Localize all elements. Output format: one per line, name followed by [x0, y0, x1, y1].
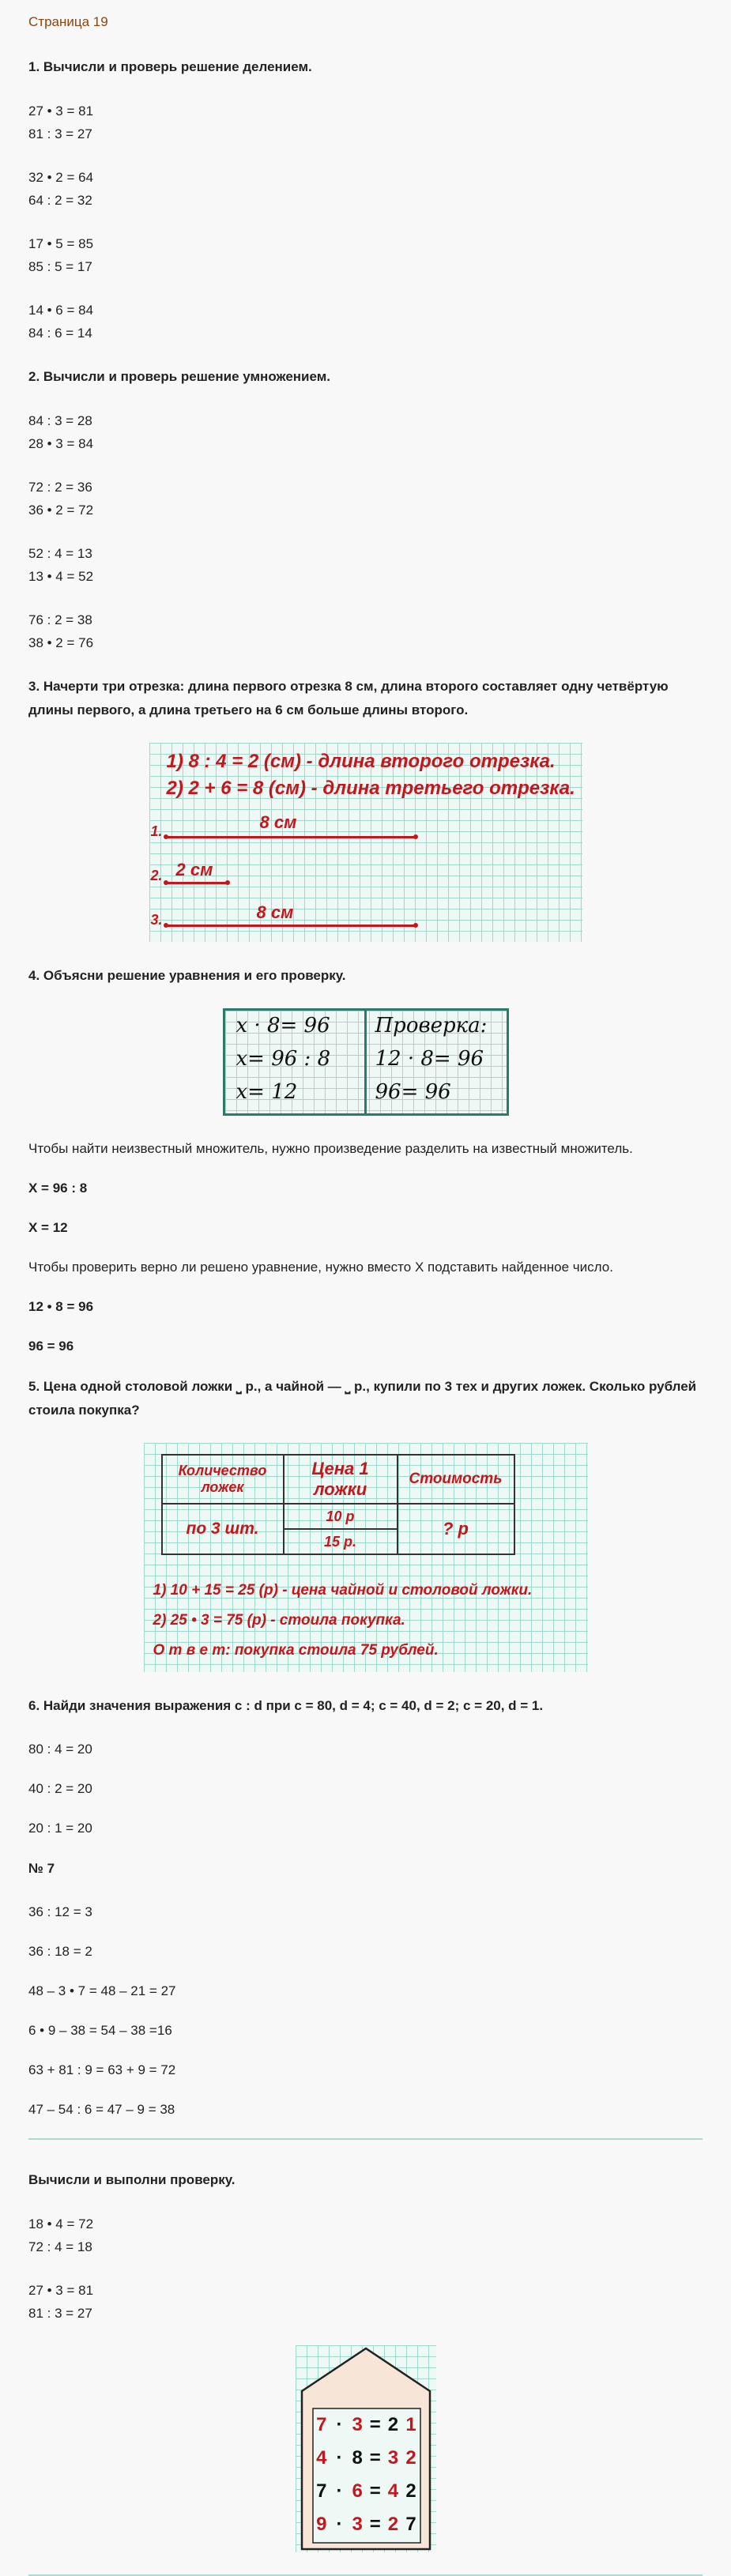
house-row [313, 2408, 420, 2442]
house-cell: 2 [387, 2414, 399, 2435]
task8-group-2 [28, 2279, 703, 2325]
solution-line-1: 1) 8 : 4 = 2 (см) - длина второго отрезка. [166, 751, 556, 772]
equation-line-1: x · 8= 96 [236, 1014, 330, 1038]
task3-title: 3. Начерти три отрезка: длина первого отрезка 8 см, длина второго составляет одну четвёртую длины первого, а длина третьего на 6 см больше длины второго. [28, 679, 669, 717]
task1-title: 1. Вычисли и проверь решение делением. [28, 59, 312, 74]
task6-line: 40 : 2 = 20 [28, 1781, 92, 1796]
house-cell: 2 [405, 2480, 416, 2502]
task8-figure [28, 2345, 703, 2552]
task4-explanation-1: Чтобы найти неизвестный множитель, нужно произведение разделить на известный множитель. [28, 1141, 633, 1156]
equation: 18 • 4 = 72 [28, 2216, 94, 2231]
task7-line: 48 – 3 • 7 = 48 – 21 = 27 [28, 1983, 176, 1998]
house-cell: 1 [405, 2414, 416, 2435]
cell-price-2: 15 р. [284, 1529, 398, 1554]
equation: 28 • 3 = 84 [28, 436, 94, 451]
equation: 72 : 2 = 36 [28, 480, 92, 495]
task4-figure [28, 1008, 703, 1116]
house-cell: 2 [405, 2447, 416, 2469]
task7-line: 6 • 9 – 38 = 54 – 38 =16 [28, 2023, 172, 2038]
task7-line: 47 – 54 : 6 = 47 – 9 = 38 [28, 2102, 175, 2117]
house-cell: 2 [387, 2514, 399, 2535]
task4-explanation-2: Чтобы проверить верно ли решено уравнение, нужно вместо X подставить найденное число. [28, 1260, 613, 1275]
task5-solution-2: 2) 25 • 3 = 75 (р) - стоила покупка. [153, 1612, 405, 1629]
check-line-2: 96= 96 [375, 1080, 451, 1104]
header-cost: Стоимость [398, 1455, 514, 1504]
equation: 84 : 6 = 14 [28, 326, 92, 341]
segment-1-number: 1. [150, 823, 163, 839]
segment-3-start-point [164, 923, 168, 928]
segment-1-end-point [413, 834, 418, 839]
equation: 13 • 4 = 52 [28, 569, 94, 584]
section-divider [28, 2138, 703, 2140]
house-cell: · [336, 2447, 343, 2469]
house-cell: · [336, 2480, 343, 2502]
task2-group-3 [28, 542, 703, 588]
cell-price-1: 10 р [284, 1504, 398, 1529]
task2-title: 2. Вычисли и проверь решение умножением. [28, 369, 331, 384]
house-cell: 6 [352, 2480, 363, 2502]
equation: 85 : 5 = 17 [28, 259, 92, 274]
house-cell: 7 [316, 2480, 327, 2502]
equation: 72 : 4 = 18 [28, 2239, 92, 2254]
cell-quantity: по 3 шт. [162, 1504, 284, 1554]
check-heading: Проверка: [375, 1014, 488, 1038]
task7-title: № 7 [28, 1861, 55, 1876]
house-cell: = [369, 2447, 381, 2469]
segments-grid-image [149, 743, 582, 942]
house-grid-image [296, 2345, 436, 2552]
task1-group-1 [28, 100, 703, 145]
task1-group-4 [28, 299, 703, 345]
solution-line-2: 2) 2 + 6 = 8 (см) - длина третьего отрезка. [166, 778, 575, 799]
equation: 27 • 3 = 81 [28, 104, 94, 119]
task7-line: 36 : 18 = 2 [28, 1944, 92, 1959]
task8-title: Вычисли и выполни проверку. [28, 2172, 236, 2187]
equation-line-3: x= 12 [236, 1080, 298, 1104]
task5-title: 5. Цена одной столовой ложки ⎵ р., а чайной — ⎵ р., купили по 3 тех и других ложек. Сколько рублей стоила покупка? [28, 1379, 697, 1418]
equation: 38 • 2 = 76 [28, 635, 94, 650]
task5-solution-1: 1) 10 + 15 = 25 (р) - цена чайной и столовой ложки. [153, 1582, 533, 1599]
segment-2-end-point [225, 880, 230, 885]
task7-line: 36 : 12 = 3 [28, 1904, 92, 1919]
segment-1-label: 8 см [259, 812, 297, 832]
task4-check-1: 12 • 8 = 96 [28, 1299, 94, 1314]
equation: 64 : 2 = 32 [28, 193, 92, 208]
price-grid-image [144, 1443, 588, 1672]
task5-figure [28, 1443, 703, 1672]
segment-3-label: 8 см [256, 902, 294, 922]
task4-check-2: 96 = 96 [28, 1339, 74, 1354]
equation: 27 • 3 = 81 [28, 2283, 94, 2298]
task5-answer: О т в е т: покупка стоила 75 рублей. [153, 1642, 439, 1659]
house-cell: 3 [352, 2414, 363, 2435]
house-rows [313, 2408, 420, 2541]
house-cell: 3 [352, 2514, 363, 2535]
equation: 36 • 2 = 72 [28, 503, 94, 518]
house-cell: · [336, 2414, 343, 2435]
house-row [313, 2442, 420, 2475]
house-cell: 7 [405, 2514, 416, 2535]
house-cell: = [369, 2514, 381, 2535]
task4-title: 4. Объясни решение уравнения и его проверку. [28, 968, 346, 983]
equation: 76 : 2 = 38 [28, 612, 92, 627]
house-cell: 8 [352, 2447, 363, 2469]
header-unit-price: Цена 1 ложки [284, 1455, 398, 1504]
house-cell: · [336, 2514, 343, 2535]
task6-line: 20 : 1 = 20 [28, 1821, 92, 1836]
cell-cost: ? р [398, 1504, 514, 1554]
task1-group-2 [28, 166, 703, 212]
price-table [161, 1454, 515, 1555]
house-row [313, 2475, 420, 2508]
page-title: Страница 19 [28, 14, 108, 29]
segment-3-end-point [413, 923, 418, 928]
segment-2-number: 2. [150, 868, 163, 883]
task2-group-2 [28, 476, 703, 522]
task4-equation-2: X = 12 [28, 1220, 68, 1235]
house-cell: = [369, 2414, 381, 2435]
equation-line-2: x= 96 : 8 [236, 1047, 331, 1071]
equation: 14 • 6 = 84 [28, 303, 94, 318]
segment-1-start-point [164, 834, 168, 839]
house-cell: 7 [316, 2414, 327, 2435]
house-cell: 4 [387, 2480, 399, 2502]
house-cell: 3 [387, 2447, 399, 2469]
equation: 52 : 4 = 13 [28, 546, 92, 561]
task1-group-3 [28, 232, 703, 278]
task6-title: 6. Найди значения выражения c : d при c = 80, d = 4; c = 40, d = 2; c = 20, d = 1. [28, 1698, 544, 1713]
task8-group-1 [28, 2213, 703, 2258]
task4-equation-1: X = 96 : 8 [28, 1181, 88, 1196]
house-cell: 4 [316, 2447, 327, 2469]
segment-2-line [165, 882, 228, 884]
task3-figure [28, 743, 703, 942]
house-row [313, 2508, 420, 2541]
segment-1-line [165, 836, 416, 838]
task2-group-1 [28, 409, 703, 455]
task7-line: 63 + 81 : 9 = 63 + 9 = 72 [28, 2062, 176, 2077]
equation: 32 • 2 = 64 [28, 170, 94, 185]
equation: 17 • 5 = 85 [28, 236, 94, 251]
equation-grid-image [223, 1008, 509, 1116]
equation: 84 : 3 = 28 [28, 413, 92, 428]
equation: 81 : 3 = 27 [28, 126, 92, 141]
header-quantity: Количество ложек [162, 1455, 284, 1504]
house-cell: 9 [316, 2514, 327, 2535]
equation: 81 : 3 = 27 [28, 2306, 92, 2321]
segment-2-label: 2 см [175, 860, 213, 879]
segment-2-start-point [164, 880, 168, 885]
grid-divider [364, 1011, 367, 1113]
check-line-1: 12 · 8= 96 [375, 1047, 484, 1071]
task6-line: 80 : 4 = 20 [28, 1742, 92, 1757]
house-cell: = [369, 2480, 381, 2502]
segment-3-number: 3. [150, 912, 163, 928]
task2-group-4 [28, 608, 703, 654]
segment-3-line [165, 925, 416, 927]
